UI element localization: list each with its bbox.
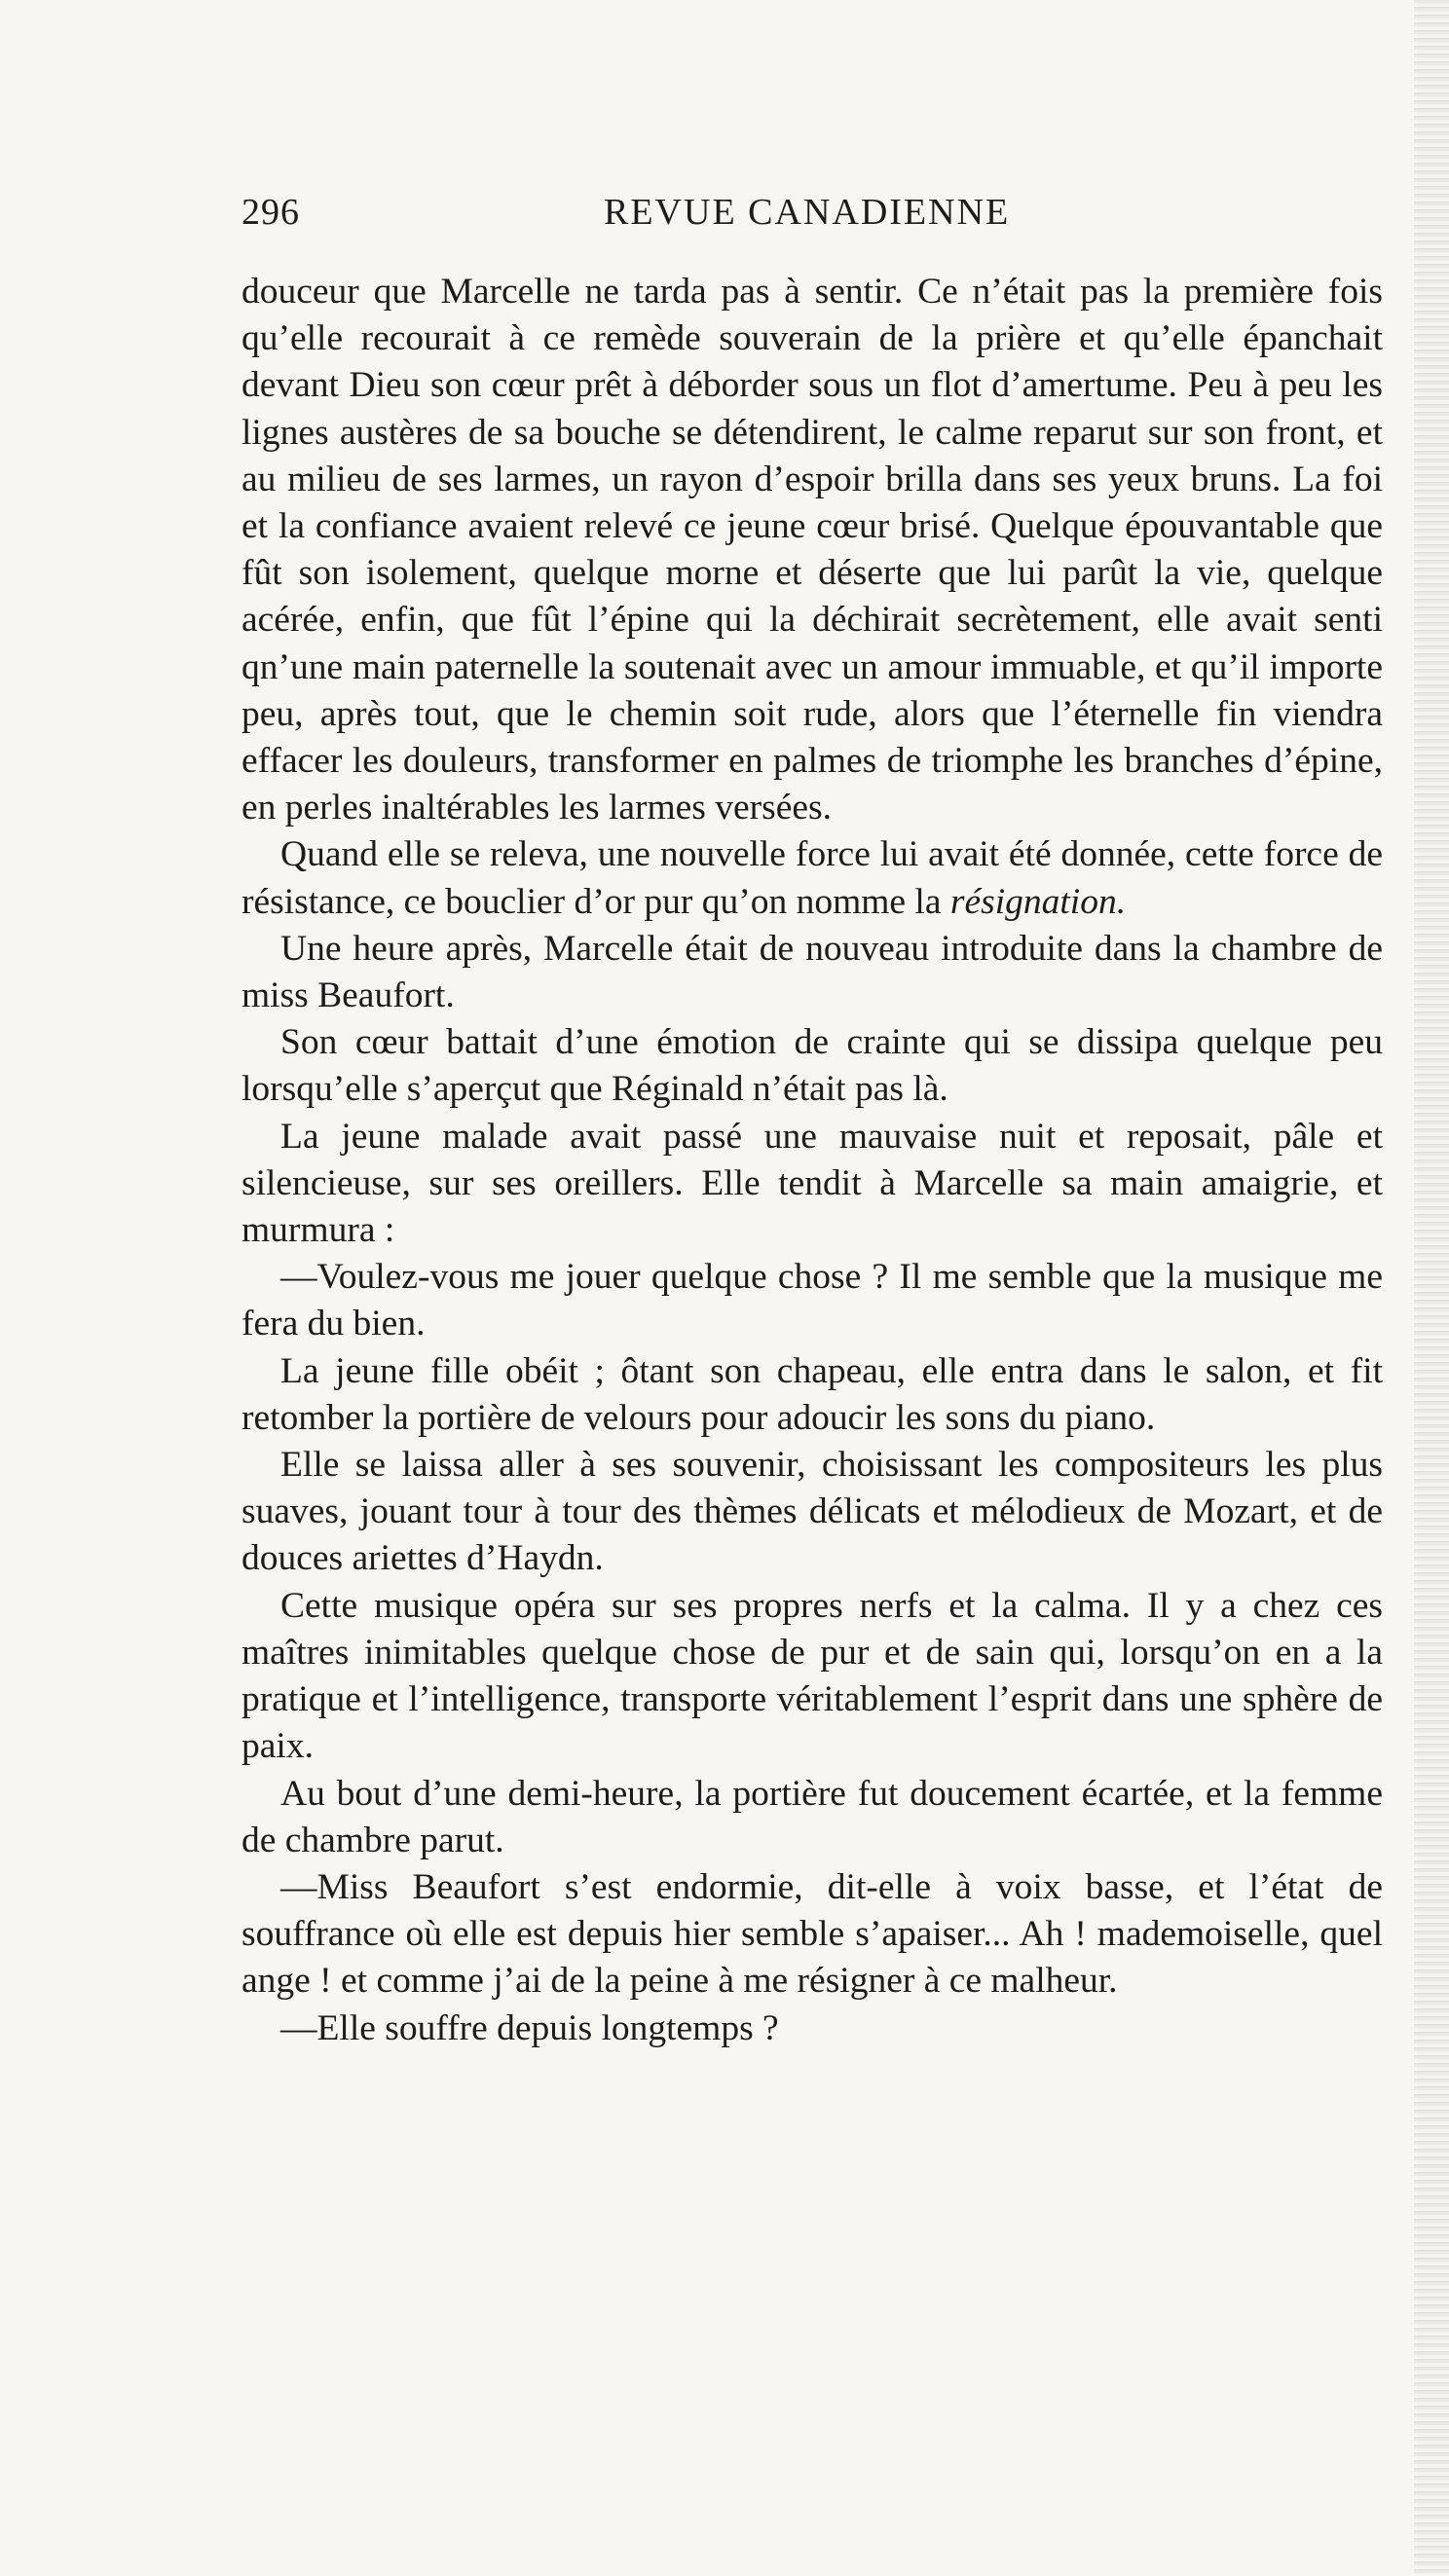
paragraph [242, 1771, 1383, 1864]
paragraph-text: Au bout d’une demi-heure, la portière fut doucement écartée, et la femme de chambre parut. [242, 1773, 1383, 1860]
italic-word: résignation. [949, 881, 1127, 922]
paragraph-text: Une heure après, Marcelle était de nouveau introduite dans la chambre de miss Beaufort. [242, 928, 1383, 1016]
body-text [242, 269, 1383, 2052]
paragraph [242, 1254, 1383, 1347]
paragraph [242, 1583, 1383, 1771]
running-title: REVUE CANADIENNE [604, 192, 1011, 233]
paragraph [242, 926, 1383, 1019]
paragraph-text: Elle se laissa aller à ses souvenir, choisissant les compositeurs les plus suaves, jouant tour à tour des thèmes délicats et mélodieux de Mozart, et de douces ariettes d’Haydn. [242, 1445, 1383, 1579]
paragraph-text: —Voulez-vous me jouer quelque chose ? Il me semble que la musique me fera du bien. [242, 1257, 1383, 1344]
paragraph [242, 2006, 1383, 2052]
paragraph-text: douceur que Marcelle ne tarda pas à sentir. Ce n’était pas la première fois qu’elle recourait à ce remède souverain de la prière et qu’elle épanchait devant Dieu son cœur prêt à déborder sous un flot d’amertume. Peu à peu les lignes austères de sa bouche se détendirent, le calme reparut sur son front, et au milieu de ses larmes, un rayon d’espoir brilla dans ses yeux bruns. La foi et la confiance avaient relevé ce jeune cœur brisé. Quelque épouvantable que fût son isolement, quelque morne et déserte que lui parût la vie, quelque acérée, enfin, que fût l’épine qui la déchirait secrètement, elle avait senti qn’une main paternelle la soutenait avec un amour immuable, et qu’il importe peu, après tout, que le chemin soit rude, alors que l’éternelle fin viendra effacer les douleurs, transformer en palmes de triomphe les branches d’épine, en perles inaltérables les larmes versées. [242, 272, 1383, 828]
paragraph-text: —Miss Beaufort s’est endormie, dit-elle à voix basse, et l’état de souffrance où elle est depuis hier semble s’apaiser... Ah ! mademoiselle, quel ange ! et comme j’ai de la peine à me résigner à ce malheur. [242, 1866, 1383, 2002]
paragraph-text: Cette musique opéra sur ses propres nerfs et la calma. Il y a chez ces maîtres inimitables quelque chose de pur et de sain qui, lorsqu’on en a la pratique et l’intelligence, transporte véritablement l’esprit dans une sphère de paix. [242, 1585, 1383, 1767]
paragraph-text: La jeune malade avait passé une mauvaise nuit et reposait, pâle et silencieuse, sur ses oreillers. Elle tendit à Marcelle sa main amaigrie, et murmura : [242, 1116, 1383, 1251]
paragraph-text: —Elle souffre depuis longtemps ? [280, 2007, 779, 2048]
paragraph-text: La jeune fille obéit ; ôtant son chapeau, elle entra dans le salon, et fit retomber la portière de velours pour adoucir les sons du piano. [242, 1350, 1383, 1438]
page-edge-shadow [1414, 0, 1449, 2576]
paragraph-text: Son cœur battait d’une émotion de crainte qui se dissipa quelque peu lorsqu’elle s’aperçut que Réginald n’était pas là. [242, 1022, 1383, 1110]
page-header [242, 191, 1391, 239]
paragraph [242, 1864, 1383, 2006]
paragraph [242, 1348, 1383, 1442]
paragraph-text: Quand elle se releva, une nouvelle force lui avait été donnée, cette force de résistance, ce bouclier d’or pur qu’on nomme la [242, 834, 1383, 922]
page-number: 296 [242, 192, 300, 233]
paragraph [242, 1442, 1383, 1583]
paragraph [242, 1114, 1383, 1255]
paragraph [242, 1019, 1383, 1113]
paragraph [242, 269, 1383, 831]
paragraph [242, 831, 1383, 925]
